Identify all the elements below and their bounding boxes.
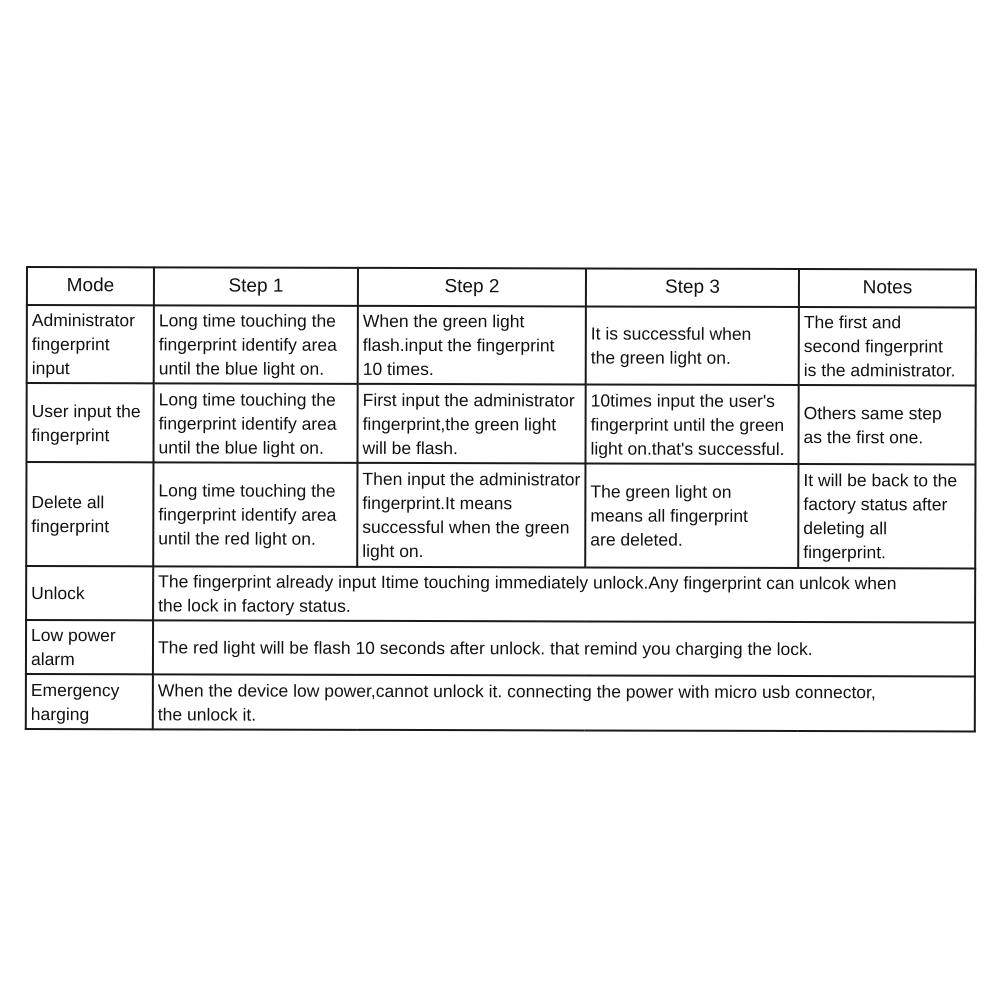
mode-cell <box>26 674 153 729</box>
cell-line: Long time touching the <box>158 310 336 331</box>
cell-line: the unlock it. <box>157 703 257 725</box>
cell-line: will be flash. <box>362 437 458 458</box>
header-step-2: Step 2 <box>358 268 586 307</box>
header-step-1: Step 1 <box>154 267 358 306</box>
table-row <box>26 383 975 464</box>
cell-line: fingerprint <box>31 424 110 445</box>
cell-line: input <box>31 358 70 379</box>
cell-line: User input the <box>31 400 141 421</box>
cell-line: First input the administrator <box>362 389 575 410</box>
description-cell <box>153 620 975 676</box>
cell-line: fingerprint. <box>803 542 886 563</box>
cell-line: When the device low power,cannot unlock it. connecting the power with micro usb connector, <box>157 679 876 702</box>
table-row <box>26 674 975 731</box>
step-3-cell <box>586 306 799 385</box>
cell-line: fingerprint identify area <box>158 334 337 355</box>
step-2-cell <box>357 463 585 568</box>
cell-line: factory status after <box>803 494 948 515</box>
cell-line: the green light on. <box>590 347 731 368</box>
cell-line: successful when the green <box>362 516 570 538</box>
cell-line: light on.that's successful. <box>590 437 785 459</box>
step-2-cell <box>358 306 586 385</box>
cell-line: fingerprint identify area <box>158 504 337 525</box>
cell-line: until the blue light on. <box>158 358 325 379</box>
cell-line: Unlock <box>31 583 85 604</box>
notes-cell <box>798 385 975 464</box>
step-1-cell <box>154 305 358 384</box>
cell-line: light on. <box>362 540 424 562</box>
cell-line: alarm <box>30 649 75 670</box>
cell-line: until the red light on. <box>158 528 316 549</box>
table-row <box>27 305 976 385</box>
mode-cell <box>26 620 153 674</box>
cell-line: Low power <box>31 625 116 646</box>
notes-cell <box>799 307 976 385</box>
step-1-cell <box>153 462 357 567</box>
cell-line: 10times input the user's <box>590 389 775 411</box>
description-cell <box>153 566 975 622</box>
cell-line: Emergency <box>30 679 120 700</box>
mode-cell <box>26 383 153 462</box>
cell-line: fingerprint identify area <box>158 412 337 434</box>
cell-line: until the blue light on. <box>158 436 324 458</box>
instruction-table <box>25 266 977 732</box>
cell-line: Delete all <box>31 492 105 513</box>
cell-line: Others same step <box>803 402 942 423</box>
cell-line: fingerprint until the green <box>590 413 785 435</box>
cell-line: is the administrator. <box>803 360 956 381</box>
mode-cell <box>26 566 153 620</box>
step-2-cell <box>357 384 585 464</box>
cell-line: Then input the administrator <box>362 468 581 490</box>
cell-line: It will be back to the <box>803 470 958 491</box>
header-step-3: Step 3 <box>586 268 799 307</box>
header-notes: Notes <box>799 269 976 307</box>
cell-line: 10 times. <box>362 358 434 380</box>
mode-cell <box>27 305 154 383</box>
description-cell <box>153 674 975 731</box>
cell-line: The first and <box>803 312 902 333</box>
cell-line: It is successful when <box>590 323 752 344</box>
cell-line: The green light on <box>590 481 732 502</box>
cell-line: Administrator <box>31 310 135 331</box>
cell-line: Long time touching the <box>158 480 336 501</box>
cell-line: When the green light <box>362 310 525 332</box>
table-row <box>26 620 975 676</box>
cell-line: fingerprint <box>31 516 110 537</box>
step-3-cell <box>585 463 798 568</box>
cell-line: means all fingerprint <box>590 505 748 526</box>
cell-line: The fingerprint already input Itime touching immediately unlock.Any fingerprint can unlcok when <box>158 571 897 594</box>
cell-line: harging <box>30 703 90 724</box>
cell-line: The red light will be flash 10 seconds after unlock. that remind you charging the lock. <box>157 637 813 660</box>
header-mode: Mode <box>27 267 154 305</box>
cell-line: are deleted. <box>590 529 683 550</box>
cell-line: fingerprint,the green light <box>362 413 557 434</box>
cell-line: flash.input the fingerprint <box>362 334 555 356</box>
header-row <box>27 267 976 307</box>
notes-cell <box>798 464 975 568</box>
cell-line: fingerprint.It means <box>362 492 513 514</box>
cell-line: fingerprint <box>31 334 110 355</box>
step-3-cell <box>585 384 798 464</box>
cell-line: Long time touching the <box>158 388 336 410</box>
table-row <box>26 566 975 622</box>
cell-line: second fingerprint <box>803 336 943 357</box>
mode-cell <box>26 462 153 566</box>
step-1-cell <box>153 383 357 463</box>
table-row <box>26 462 975 568</box>
cell-line: the lock in factory status. <box>158 595 351 616</box>
cell-line: as the first one. <box>803 426 924 447</box>
cell-line: deleting all <box>803 518 888 539</box>
